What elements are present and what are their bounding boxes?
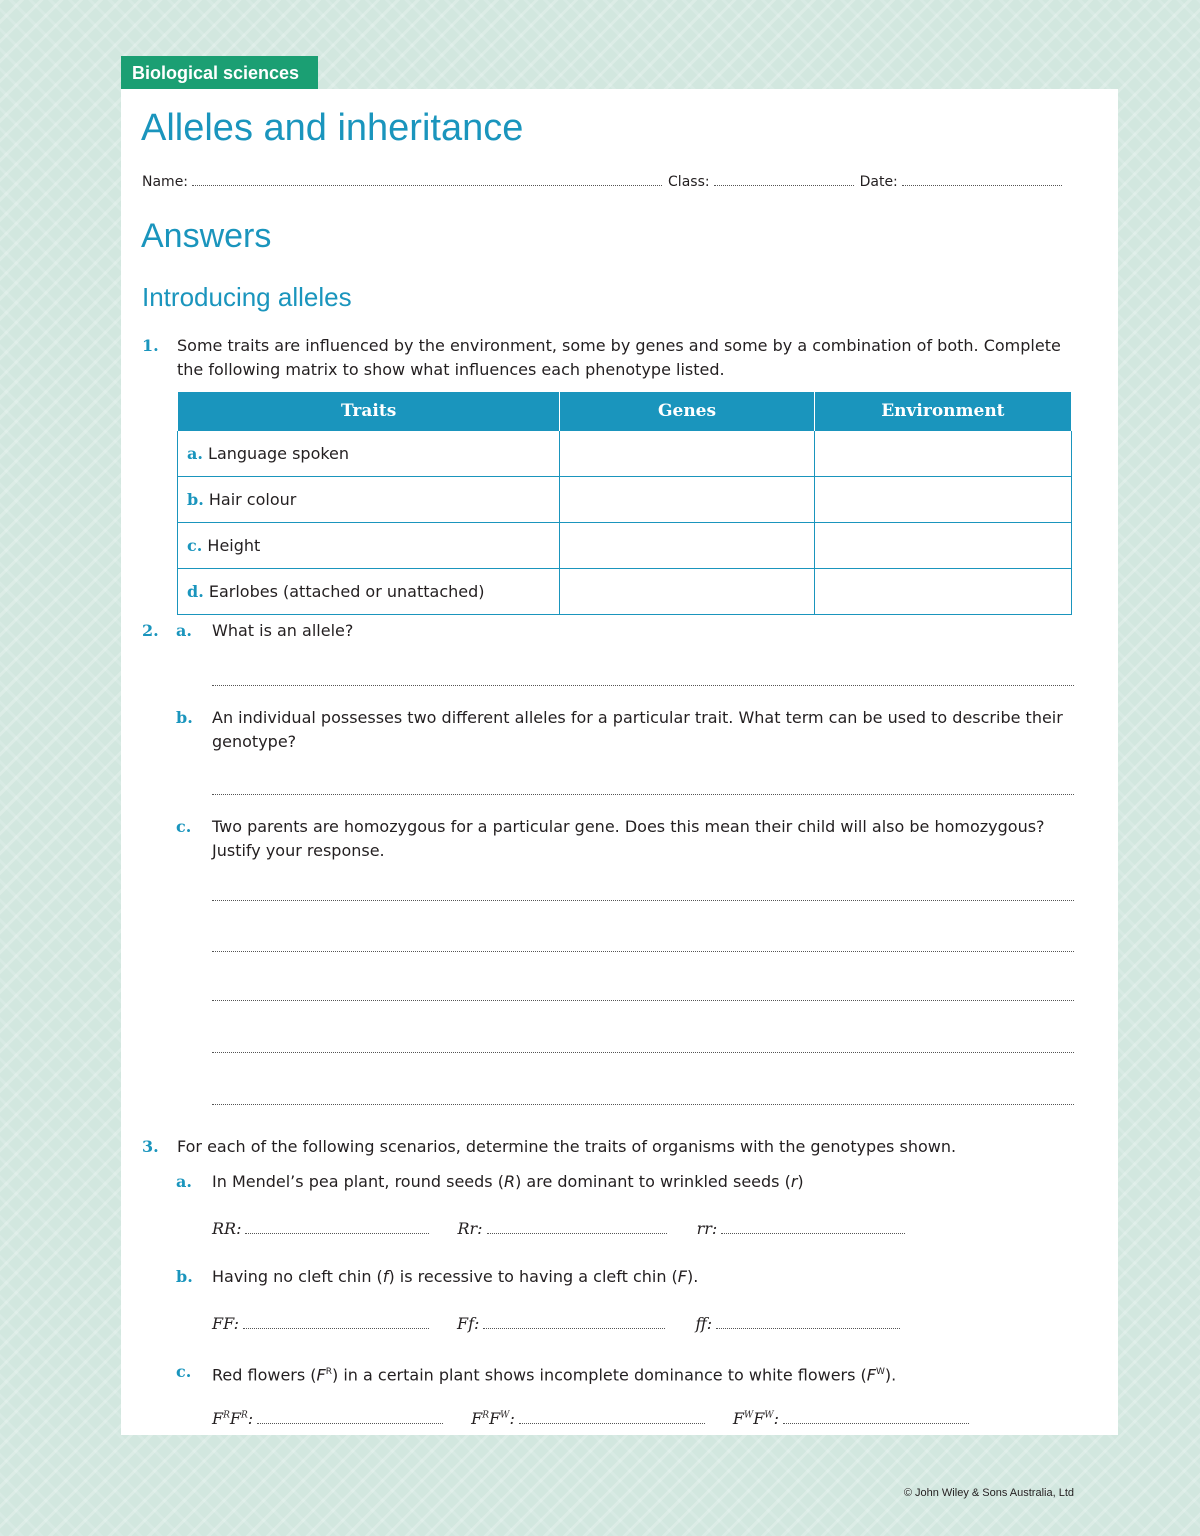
class-label: Class:	[668, 174, 710, 190]
genotype-answer-field[interactable]	[487, 1223, 667, 1234]
environment-cell[interactable]	[814, 569, 1071, 615]
genes-cell[interactable]	[560, 523, 814, 569]
allele-symbol: F	[866, 1365, 876, 1385]
question-number: 2.	[142, 621, 159, 640]
table-row	[178, 431, 1072, 477]
text-segment: Red flowers (	[212, 1365, 317, 1385]
genotype-label: Ff:	[457, 1314, 480, 1333]
genes-cell[interactable]	[560, 477, 814, 523]
part-letter: a.	[176, 621, 192, 640]
allele-symbol: f	[382, 1267, 389, 1286]
genotype-answer-field[interactable]	[716, 1318, 900, 1329]
genes-cell[interactable]	[560, 431, 814, 477]
text-segment: ) in a certain plant shows incomplete dominance to white flowers (	[332, 1365, 867, 1385]
allele-superscript: W	[876, 1367, 885, 1377]
page-title: Alleles and inheritance	[141, 107, 524, 149]
section-title: Answers	[141, 217, 272, 255]
environment-cell[interactable]	[814, 477, 1071, 523]
genotype-answer-field[interactable]	[483, 1318, 665, 1329]
column-header: Environment	[814, 392, 1071, 431]
genotype-row	[212, 1314, 900, 1333]
genotype-label: $F^WF^W$:	[732, 1409, 779, 1428]
answer-line[interactable]	[212, 1000, 1074, 1001]
allele-symbol: R	[503, 1172, 516, 1191]
question-text: Two parents are homozygous for a particular gene. Does this mean their child will also be homozygous? Justify your response.	[212, 817, 1045, 860]
question-text: For each of the following scenarios, determine the traits of organisms with the genotypes shown.	[177, 1137, 957, 1156]
answer-line[interactable]	[212, 900, 1074, 901]
row-letter: b.	[187, 490, 204, 509]
part-letter: b.	[176, 1267, 193, 1286]
genotype-answer-field[interactable]	[783, 1413, 969, 1424]
question-text	[212, 1360, 896, 1387]
genotype-answer-field[interactable]	[721, 1223, 905, 1234]
genotype-answer-field[interactable]	[257, 1413, 443, 1424]
genotype-label: RR:	[212, 1219, 242, 1238]
question-number: 1.	[142, 336, 159, 355]
genotype-label: rr:	[696, 1219, 718, 1238]
table-row	[178, 523, 1072, 569]
environment-cell[interactable]	[814, 431, 1071, 477]
text-segment: ).	[884, 1365, 897, 1385]
question-number: 3.	[142, 1137, 159, 1156]
trait-cell	[178, 569, 560, 615]
genotype-answer-field[interactable]	[519, 1413, 705, 1424]
trait-label: Language spoken	[208, 444, 350, 463]
genotype-answer-field[interactable]	[243, 1318, 429, 1329]
question-text	[212, 1265, 698, 1289]
subject-tab: Biological sciences	[121, 56, 318, 90]
question-text	[212, 1170, 804, 1194]
genotype-label: $F^RF^W$:	[471, 1409, 515, 1428]
genotype-label: FF:	[212, 1314, 240, 1333]
column-header: Genes	[560, 392, 814, 431]
genotype-label: Rr:	[457, 1219, 483, 1238]
allele-superscript: R	[325, 1367, 332, 1377]
traits-matrix	[177, 392, 1072, 615]
genes-cell[interactable]	[560, 569, 814, 615]
answer-line[interactable]	[212, 685, 1074, 686]
trait-cell	[178, 477, 560, 523]
environment-cell[interactable]	[814, 523, 1071, 569]
trait-label: Hair colour	[208, 490, 297, 509]
text-segment: Having no cleft chin (	[212, 1267, 383, 1286]
trait-label: Height	[207, 536, 261, 555]
table-row	[178, 569, 1072, 615]
part-letter: c.	[176, 1362, 192, 1381]
class-field[interactable]	[714, 173, 854, 186]
genotype-label: $F^RF^R$:	[212, 1409, 254, 1428]
genotype-answer-field[interactable]	[245, 1223, 429, 1234]
table-row	[178, 477, 1072, 523]
copyright-footer: © John Wiley & Sons Australia, Ltd	[903, 1487, 1074, 1499]
text-segment: )	[797, 1172, 804, 1191]
name-label: Name:	[142, 174, 189, 190]
text-segment: ) are dominant to wrinkled seeds (	[515, 1172, 791, 1191]
name-field[interactable]	[192, 173, 662, 186]
question-text: Some traits are influenced by the environment, some by genes and some by a combination of both. Complete the following matrix to show what influences each phenotype listed.	[177, 336, 1061, 379]
part-letter: a.	[176, 1172, 192, 1191]
question-text: An individual possesses two different alleles for a particular trait. What term can be used to describe their genotype?	[212, 708, 1063, 751]
row-letter: d.	[187, 582, 204, 601]
trait-cell	[178, 431, 560, 477]
answer-line[interactable]	[212, 951, 1074, 952]
trait-label: Earlobes (attached or unattached)	[208, 582, 485, 601]
row-letter: a.	[187, 444, 203, 463]
text-segment: ) is recessive to having a cleft chin (	[388, 1267, 678, 1286]
genotype-label: ff:	[695, 1314, 713, 1333]
text-segment: In Mendel’s pea plant, round seeds (	[212, 1172, 504, 1191]
answer-line[interactable]	[212, 794, 1074, 795]
allele-symbol: F	[677, 1267, 687, 1286]
date-field[interactable]	[902, 173, 1062, 186]
text-segment: ).	[687, 1267, 699, 1286]
answer-line[interactable]	[212, 1104, 1074, 1105]
column-header: Traits	[178, 392, 560, 431]
trait-cell	[178, 523, 560, 569]
allele-symbol: F	[316, 1365, 326, 1385]
subsection-title: Introducing alleles	[142, 282, 352, 312]
answer-line[interactable]	[212, 1052, 1074, 1053]
student-details-line	[142, 173, 1076, 190]
genotype-row	[212, 1409, 969, 1428]
worksheet-page	[121, 89, 1118, 1435]
question-text: What is an allele?	[212, 621, 354, 640]
date-label: Date:	[859, 174, 898, 190]
row-letter: c.	[187, 536, 203, 555]
part-letter: c.	[176, 817, 192, 836]
genotype-row	[212, 1219, 905, 1238]
part-letter: b.	[176, 708, 193, 727]
allele-symbol: r	[790, 1172, 798, 1191]
